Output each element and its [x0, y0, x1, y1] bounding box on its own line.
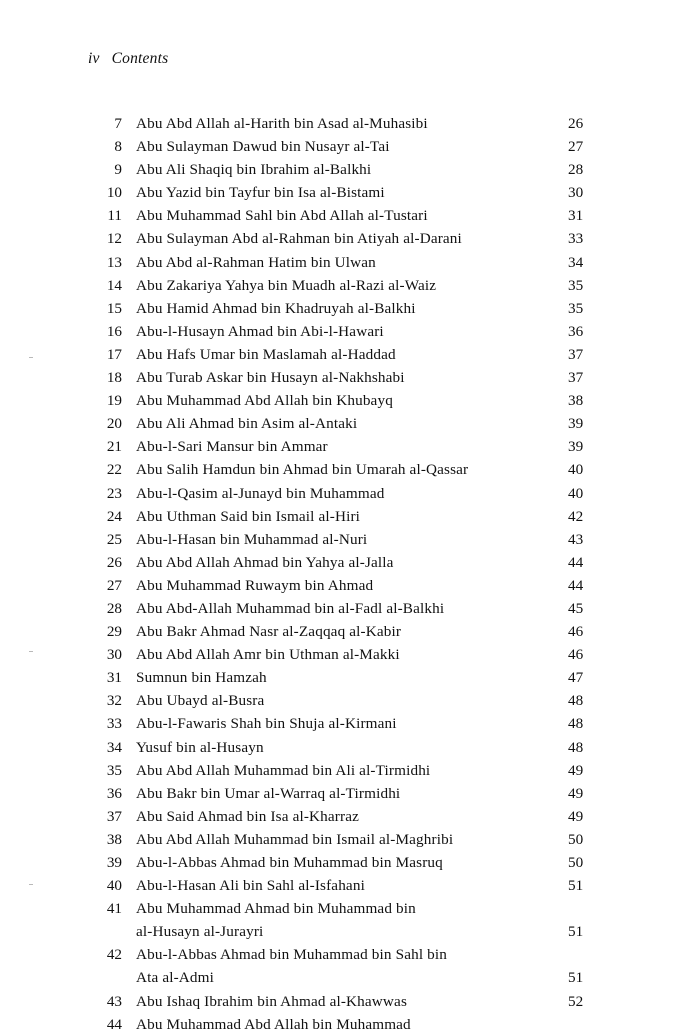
toc-item-page-number: 39 [568, 415, 584, 433]
toc-item-number: 30 [106, 646, 122, 664]
toc-item-title: Abu Sulayman Dawud bin Nusayr al-Tai [136, 138, 390, 156]
toc-item-page-number: 42 [568, 507, 584, 525]
toc-row[interactable] [88, 712, 608, 735]
toc-item-title: Abu Bakr Ahmad Nasr al-Zaqqaq al-Kabir [136, 623, 402, 641]
toc-item-number: 13 [106, 253, 122, 271]
toc-item-title: Abu Abd Allah Muhammad bin Ismail al-Maghribi [136, 830, 454, 848]
toc-item-number: 24 [106, 507, 122, 525]
toc-row[interactable] [88, 435, 608, 458]
toc-item-number: 14 [106, 276, 122, 294]
toc-item-page-number: 46 [568, 623, 584, 641]
toc-item-page-number: 50 [568, 830, 584, 848]
toc-row[interactable] [88, 112, 608, 135]
toc-item-number: 40 [106, 877, 122, 895]
toc-row[interactable] [88, 759, 608, 782]
toc-item-number: 15 [106, 299, 122, 317]
toc-item-title: Abu Muhammad Sahl bin Abd Allah al-Tustari [136, 207, 428, 225]
toc-row[interactable] [88, 458, 608, 481]
toc-item-page-number: 30 [568, 184, 584, 202]
toc-item-title: Abu Abd Allah Muhammad bin Ali al-Tirmidhi [136, 761, 431, 779]
toc-row[interactable] [88, 643, 608, 666]
toc-item-number: 28 [106, 599, 122, 617]
toc-item-title: Abu Ubayd al-Busra [136, 692, 265, 710]
running-head-title: Contents [111, 50, 169, 67]
toc-item-number: 22 [106, 461, 122, 479]
toc-item-page-number: 48 [568, 738, 584, 756]
toc-row[interactable] [88, 274, 608, 297]
toc-item-number: 43 [106, 992, 122, 1010]
toc-row[interactable] [88, 320, 608, 343]
toc-item-number: 26 [106, 553, 122, 571]
toc-row[interactable] [88, 897, 608, 920]
toc-row[interactable] [88, 204, 608, 227]
toc-item-page-number: 39 [568, 438, 584, 456]
toc-item-title: Abu-l-Qasim al-Junayd bin Muhammad [136, 484, 385, 502]
toc-item-page-number: 28 [568, 161, 584, 179]
toc-item-title: Abu Ali Ahmad bin Asim al-Antaki [136, 415, 358, 433]
toc-item-page-number: 35 [568, 299, 584, 317]
toc-item-page-number: 49 [568, 784, 584, 802]
toc-row[interactable] [88, 851, 608, 874]
toc-item-number: 25 [106, 530, 122, 548]
toc-row[interactable] [88, 251, 608, 274]
toc-item-number: 11 [107, 207, 122, 225]
toc-item-page-number: 40 [568, 461, 584, 479]
toc-item-page-number: 37 [568, 369, 584, 387]
toc-item-page-number: 26 [568, 115, 584, 132]
toc-row[interactable] [88, 874, 608, 897]
toc-item-page-number: 35 [568, 276, 584, 294]
toc-item-page-number: 38 [568, 392, 584, 410]
toc-item-number: 7 [114, 115, 122, 132]
toc-item-title: Abu Uthman Said bin Ismail al-Hiri [136, 507, 361, 525]
toc-row[interactable] [88, 181, 608, 204]
toc-item-page-number: 51 [568, 923, 584, 941]
toc-item-number: 32 [106, 692, 122, 710]
toc-item-number: 18 [106, 369, 122, 387]
toc-row[interactable] [88, 689, 608, 712]
toc-item-number: 20 [106, 415, 122, 433]
toc-item-title: Abu Sulayman Abd al-Rahman bin Atiyah al-Darani [136, 230, 462, 248]
toc-item-title: Abu Abd Allah Ahmad bin Yahya al-Jalla [136, 553, 394, 571]
toc-item-title: Abu-l-Fawaris Shah bin Shuja al-Kirmani [136, 715, 397, 733]
toc-row[interactable] [88, 920, 608, 943]
toc-item-title: al-Husayn al-Jurayri [136, 923, 264, 941]
folio-number: iv [88, 50, 100, 67]
toc-row[interactable] [88, 482, 608, 505]
toc-item-number: 31 [106, 669, 122, 687]
toc-item-title: Yusuf bin al-Husayn [136, 738, 264, 756]
toc-item-title: Abu Said Ahmad bin Isa al-Kharraz [136, 807, 359, 825]
toc-item-page-number: 34 [568, 253, 584, 271]
toc-row[interactable] [88, 966, 608, 989]
toc-item-number: 38 [106, 830, 122, 848]
toc-item-title: Abu Abd-Allah Muhammad bin al-Fadl al-Balkhi [136, 599, 445, 617]
toc-item-page-number: 51 [568, 877, 584, 895]
toc-row[interactable] [88, 227, 608, 250]
toc-item-page-number: 52 [568, 992, 584, 1010]
toc-item-number: 34 [106, 738, 122, 756]
toc-item-title: Abu-l-Abbas Ahmad bin Muhammad bin Sahl bin [136, 946, 448, 964]
toc-item-title: Abu Bakr bin Umar al-Warraq al-Tirmidhi [136, 784, 401, 802]
toc-row[interactable] [88, 389, 608, 412]
table-of-contents [88, 112, 608, 1036]
toc-item-title: Abu Muhammad Abd Allah bin Muhammad [136, 1015, 411, 1033]
toc-item-page-number: 47 [568, 669, 584, 687]
toc-item-title: Abu Abd Allah al-Harith bin Asad al-Muhasibi [136, 115, 428, 132]
toc-row[interactable] [88, 990, 608, 1013]
toc-item-page-number: 40 [568, 484, 584, 502]
toc-row[interactable] [88, 297, 608, 320]
toc-row[interactable] [88, 782, 608, 805]
toc-item-title: Abu Abd al-Rahman Hatim bin Ulwan [136, 253, 376, 271]
toc-item-number: 37 [106, 807, 122, 825]
toc-item-page-number: 33 [568, 230, 584, 248]
toc-item-page-number: 36 [568, 322, 584, 340]
toc-item-page-number: 49 [568, 807, 584, 825]
toc-item-number: 41 [106, 900, 122, 918]
toc-item-title: Abu Zakariya Yahya bin Muadh al-Razi al-Waiz [136, 276, 437, 294]
toc-row[interactable] [88, 551, 608, 574]
toc-item-number: 8 [114, 138, 122, 156]
toc-item-title: Abu Ali Shaqiq bin Ibrahim al-Balkhi [136, 161, 372, 179]
toc-item-title: Abu Muhammad Ruwaym bin Ahmad [136, 576, 374, 594]
toc-item-number: 39 [106, 854, 122, 871]
toc-item-number: 29 [106, 623, 122, 641]
toc-item-title: Abu Abd Allah Amr bin Uthman al-Makki [136, 646, 400, 664]
toc-item-page-number: 37 [568, 345, 584, 363]
toc-item-page-number: 27 [568, 138, 584, 156]
toc-item-number: 12 [106, 230, 122, 248]
toc-item-title: Abu-l-Hasan bin Muhammad al-Nuri [136, 530, 368, 548]
toc-item-title: Abu-l-Abbas Ahmad bin Muhammad bin Masruq [136, 854, 443, 871]
toc-item-number: 10 [106, 184, 122, 202]
toc-item-number: 36 [106, 784, 122, 802]
toc-item-page-number: 49 [568, 761, 584, 779]
toc-item-title: Abu-l-Husayn Ahmad bin Abi-l-Hawari [136, 322, 384, 340]
toc-row[interactable] [88, 666, 608, 689]
toc-row[interactable] [88, 366, 608, 389]
toc-row[interactable] [88, 528, 608, 551]
toc-item-page-number: 31 [568, 207, 584, 225]
toc-row[interactable] [88, 505, 608, 528]
toc-item-title: Abu-l-Sari Mansur bin Ammar [136, 438, 328, 456]
toc-item-title: Abu Hafs Umar bin Maslamah al-Haddad [136, 345, 396, 363]
toc-item-title: Abu Muhammad Abd Allah bin Khubayq [136, 392, 393, 410]
toc-item-page-number: 44 [568, 553, 584, 571]
toc-item-page-number: 43 [568, 530, 584, 548]
toc-item-title: Abu Salih Hamdun bin Ahmad bin Umarah al-Qassar [136, 461, 469, 479]
toc-row[interactable] [88, 412, 608, 435]
toc-item-title: Sumnun bin Hamzah [136, 669, 267, 687]
toc-row[interactable] [88, 943, 608, 966]
toc-item-title: Abu Muhammad Ahmad bin Muhammad bin [136, 900, 416, 918]
toc-item-title: Abu Yazid bin Tayfur bin Isa al-Bistami [136, 184, 385, 202]
toc-item-page-number: 46 [568, 646, 584, 664]
toc-item-number: 33 [106, 715, 122, 733]
toc-item-title: Abu Hamid Ahmad bin Khadruyah al-Balkhi [136, 299, 416, 317]
toc-item-number: 27 [106, 576, 122, 594]
toc-item-title: Abu-l-Hasan Ali bin Sahl al-Isfahani [136, 877, 365, 895]
toc-row[interactable] [88, 158, 608, 181]
toc-row[interactable] [88, 135, 608, 158]
toc-item-page-number: 48 [568, 715, 584, 733]
toc-item-page-number: 44 [568, 576, 584, 594]
toc-item-number: 21 [106, 438, 122, 456]
toc-row[interactable] [88, 1013, 608, 1036]
toc-item-number: 42 [106, 946, 122, 964]
toc-item-number: 17 [106, 345, 122, 363]
toc-item-number: 23 [106, 484, 122, 502]
toc-item-number: 9 [114, 161, 122, 179]
toc-item-number: 35 [106, 761, 122, 779]
toc-row[interactable] [88, 597, 608, 620]
toc-item-number: 16 [106, 322, 122, 340]
toc-item-page-number: 50 [568, 854, 584, 871]
toc-row[interactable] [88, 805, 608, 828]
toc-item-page-number: 45 [568, 599, 584, 617]
toc-item-number: 44 [106, 1015, 122, 1033]
toc-row[interactable] [88, 828, 608, 851]
toc-item-page-number: 48 [568, 692, 584, 710]
toc-item-title: Abu Ishaq Ibrahim bin Ahmad al-Khawwas [136, 992, 407, 1010]
toc-row[interactable] [88, 620, 608, 643]
toc-row[interactable] [88, 736, 608, 759]
toc-item-page-number: 51 [568, 969, 584, 987]
toc-row[interactable] [88, 343, 608, 366]
toc-row[interactable] [88, 574, 608, 597]
toc-item-title: Abu Turab Askar bin Husayn al-Nakhshabi [136, 369, 405, 387]
toc-item-number: 19 [106, 392, 122, 410]
toc-item-title: Ata al-Admi [136, 969, 214, 987]
running-head [88, 50, 168, 68]
